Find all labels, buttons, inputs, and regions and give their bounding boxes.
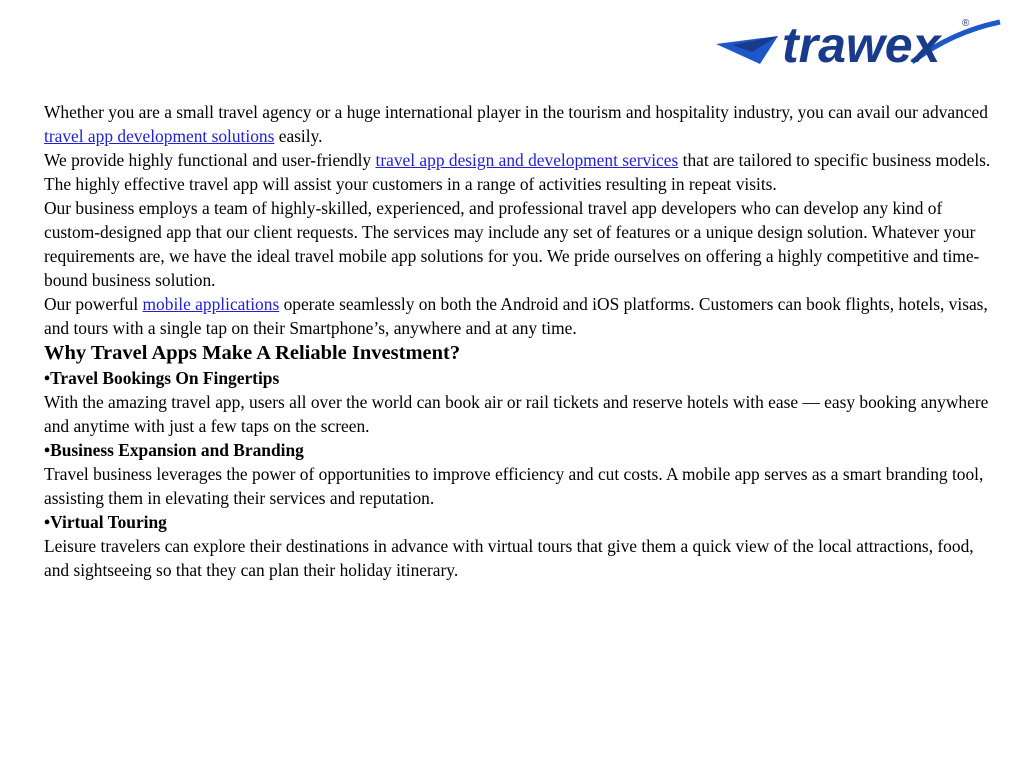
travel-app-development-solutions-link[interactable]: travel app development solutions xyxy=(44,126,275,146)
intro-paragraph xyxy=(44,100,994,148)
benefit-title-bookings: •Travel Bookings On Fingertips xyxy=(44,368,280,388)
benefit-body-branding: Travel business leverages the power of opportunities to improve efficiency and cut costs. A mobile app serves as a smart branding tool, assisting them in elevating their services and reputation. xyxy=(44,464,984,508)
section-heading: Why Travel Apps Make A Reliable Investment? xyxy=(44,342,461,364)
mobile-text-before: Our powerful xyxy=(44,294,143,314)
mobile-paragraph xyxy=(44,292,994,340)
travel-app-design-services-link[interactable]: travel app design and development services xyxy=(375,150,679,170)
trawex-logo-graphic xyxy=(712,12,1002,74)
article-body xyxy=(44,100,994,582)
services-text-after: that are tailored to specific business models. The highly effective travel app will assist your customers in a range of activities resulting in repeat visits. xyxy=(44,150,991,194)
mobile-text-after: operate seamlessly on both the Android and iOS platforms. Customers can book flights, hotels, visas, and tours with a single tap on their Smartphone’s, anywhere and at any time. xyxy=(44,294,988,338)
benefit-title-touring: •Virtual Touring xyxy=(44,512,167,532)
benefit-body-bookings: With the amazing travel app, users all over the world can book air or rail tickets and reserve hotels with ease — easy booking anywhere and anytime with just a few taps on the screen. xyxy=(44,392,989,436)
services-text-before: We provide highly functional and user-friendly xyxy=(44,150,376,170)
benefit-title-branding: •Business Expansion and Branding xyxy=(44,440,304,460)
intro-text-before: Whether you are a small travel agency or a huge international player in the tourism and hospitality industry, you can avail our advanced xyxy=(44,102,988,122)
mobile-applications-link[interactable]: mobile applications xyxy=(142,294,280,314)
team-paragraph: Our business employs a team of highly-skilled, experienced, and professional travel app developers who can develop any kind of custom-designed app that our client requests. The services may include any set of features or a unique design solution. Whatever your requirements are, we have the ideal travel mobile app solutions for you. We pride ourselves on offering a highly competitive and time-bound business solution. xyxy=(44,198,980,290)
trawex-logo xyxy=(712,12,1002,74)
logo-registered-mark: ® xyxy=(962,18,970,29)
services-paragraph xyxy=(44,148,994,196)
logo-wordmark: trawex xyxy=(782,17,941,73)
intro-text-after: easily. xyxy=(274,126,323,146)
benefit-body-touring: Leisure travelers can explore their destinations in advance with virtual tours that give them a quick view of the local attractions, food, and sightseeing so that they can plan their holiday itinerary. xyxy=(44,536,974,580)
